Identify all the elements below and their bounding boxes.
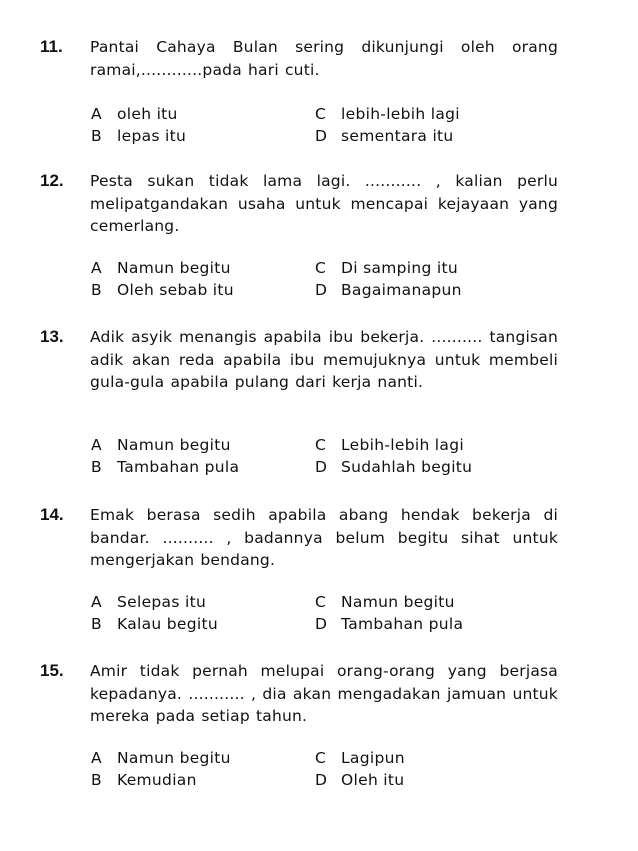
question-number: 11. bbox=[40, 37, 63, 56]
question-text: Pantai Cahaya Bulan sering dikunjungi oleh orang ramai,............pada hari cuti. bbox=[90, 38, 558, 79]
option-text: lebih-lebih lagi bbox=[341, 105, 460, 123]
option-letter: D bbox=[315, 615, 328, 633]
option-a[interactable] bbox=[91, 591, 206, 613]
option-text: Tambahan pula bbox=[341, 615, 464, 633]
option-text: sementara itu bbox=[341, 127, 454, 145]
option-letter: D bbox=[315, 127, 328, 145]
option-text: Bagaimanapun bbox=[341, 281, 462, 299]
option-text: Kemudian bbox=[117, 771, 197, 789]
option-d[interactable] bbox=[315, 613, 463, 635]
option-b[interactable] bbox=[91, 279, 234, 301]
option-d[interactable] bbox=[315, 769, 404, 791]
option-letter: B bbox=[91, 615, 102, 633]
option-letter: B bbox=[91, 281, 102, 299]
option-text: oleh itu bbox=[117, 105, 178, 123]
option-text: Di samping itu bbox=[341, 259, 458, 277]
option-letter: A bbox=[91, 749, 102, 767]
option-c[interactable] bbox=[315, 591, 455, 613]
question-number: 15. bbox=[40, 661, 64, 680]
option-letter: A bbox=[91, 436, 102, 454]
option-letter: D bbox=[315, 281, 328, 299]
option-letter: C bbox=[315, 436, 327, 454]
option-text: Lagipun bbox=[341, 749, 405, 767]
option-d[interactable] bbox=[315, 456, 472, 478]
option-letter: A bbox=[91, 105, 102, 123]
option-letter: C bbox=[315, 749, 327, 767]
option-text: Sudahlah begitu bbox=[341, 458, 473, 476]
option-letter: C bbox=[315, 593, 327, 611]
option-text: Oleh itu bbox=[341, 771, 405, 789]
option-text: Tambahan pula bbox=[117, 458, 240, 476]
option-c[interactable] bbox=[315, 103, 460, 125]
option-text: Lebih-lebih lagi bbox=[341, 436, 464, 454]
option-text: lepas itu bbox=[117, 127, 187, 145]
option-letter: A bbox=[91, 593, 102, 611]
question-number: 12. bbox=[40, 171, 64, 190]
option-letter: C bbox=[315, 105, 327, 123]
option-b[interactable] bbox=[91, 613, 218, 635]
option-letter: C bbox=[315, 259, 327, 277]
option-text: Namun begitu bbox=[341, 593, 455, 611]
option-a[interactable] bbox=[91, 103, 178, 125]
option-b[interactable] bbox=[91, 125, 186, 147]
option-text: Namun begitu bbox=[117, 749, 231, 767]
option-c[interactable] bbox=[315, 434, 464, 456]
option-letter: B bbox=[91, 458, 102, 476]
option-letter: D bbox=[315, 458, 328, 476]
question-text: Adik asyik menangis apabila ibu bekerja. .......... tangisan adik akan reda apabila ibu memujuknya untuk membeli gula-gula apabila pulang dari kerja nanti. bbox=[90, 328, 558, 391]
question-text: Amir tidak pernah melupai orang-orang yang berjasa kepadanya. ........... , dia akan mengadakan jamuan untuk mereka pada setiap tahun. bbox=[90, 662, 558, 725]
question-number: 14. bbox=[40, 505, 64, 524]
option-letter: B bbox=[91, 771, 102, 789]
option-a[interactable] bbox=[91, 257, 231, 279]
option-text: Oleh sebab itu bbox=[117, 281, 234, 299]
option-c[interactable] bbox=[315, 747, 405, 769]
option-d[interactable] bbox=[315, 279, 462, 301]
question-number: 13. bbox=[40, 327, 64, 346]
option-b[interactable] bbox=[91, 769, 197, 791]
option-letter: B bbox=[91, 127, 102, 145]
option-text: Namun begitu bbox=[117, 436, 231, 454]
option-a[interactable] bbox=[91, 434, 231, 456]
option-b[interactable] bbox=[91, 456, 239, 478]
option-letter: D bbox=[315, 771, 328, 789]
option-letter: A bbox=[91, 259, 102, 277]
option-text: Namun begitu bbox=[117, 259, 231, 277]
option-d[interactable] bbox=[315, 125, 454, 147]
option-c[interactable] bbox=[315, 257, 458, 279]
question-text: Emak berasa sedih apabila abang hendak bekerja di bandar. .......... , badannya belum begitu sihat untuk mengerjakan bendang. bbox=[90, 506, 558, 569]
option-text: Kalau begitu bbox=[117, 615, 218, 633]
option-text: Selepas itu bbox=[117, 593, 207, 611]
option-a[interactable] bbox=[91, 747, 231, 769]
question-text: Pesta sukan tidak lama lagi. ........... , kalian perlu melipatgandakan usaha untuk mencapai kejayaan yang cemerlang. bbox=[90, 172, 558, 235]
